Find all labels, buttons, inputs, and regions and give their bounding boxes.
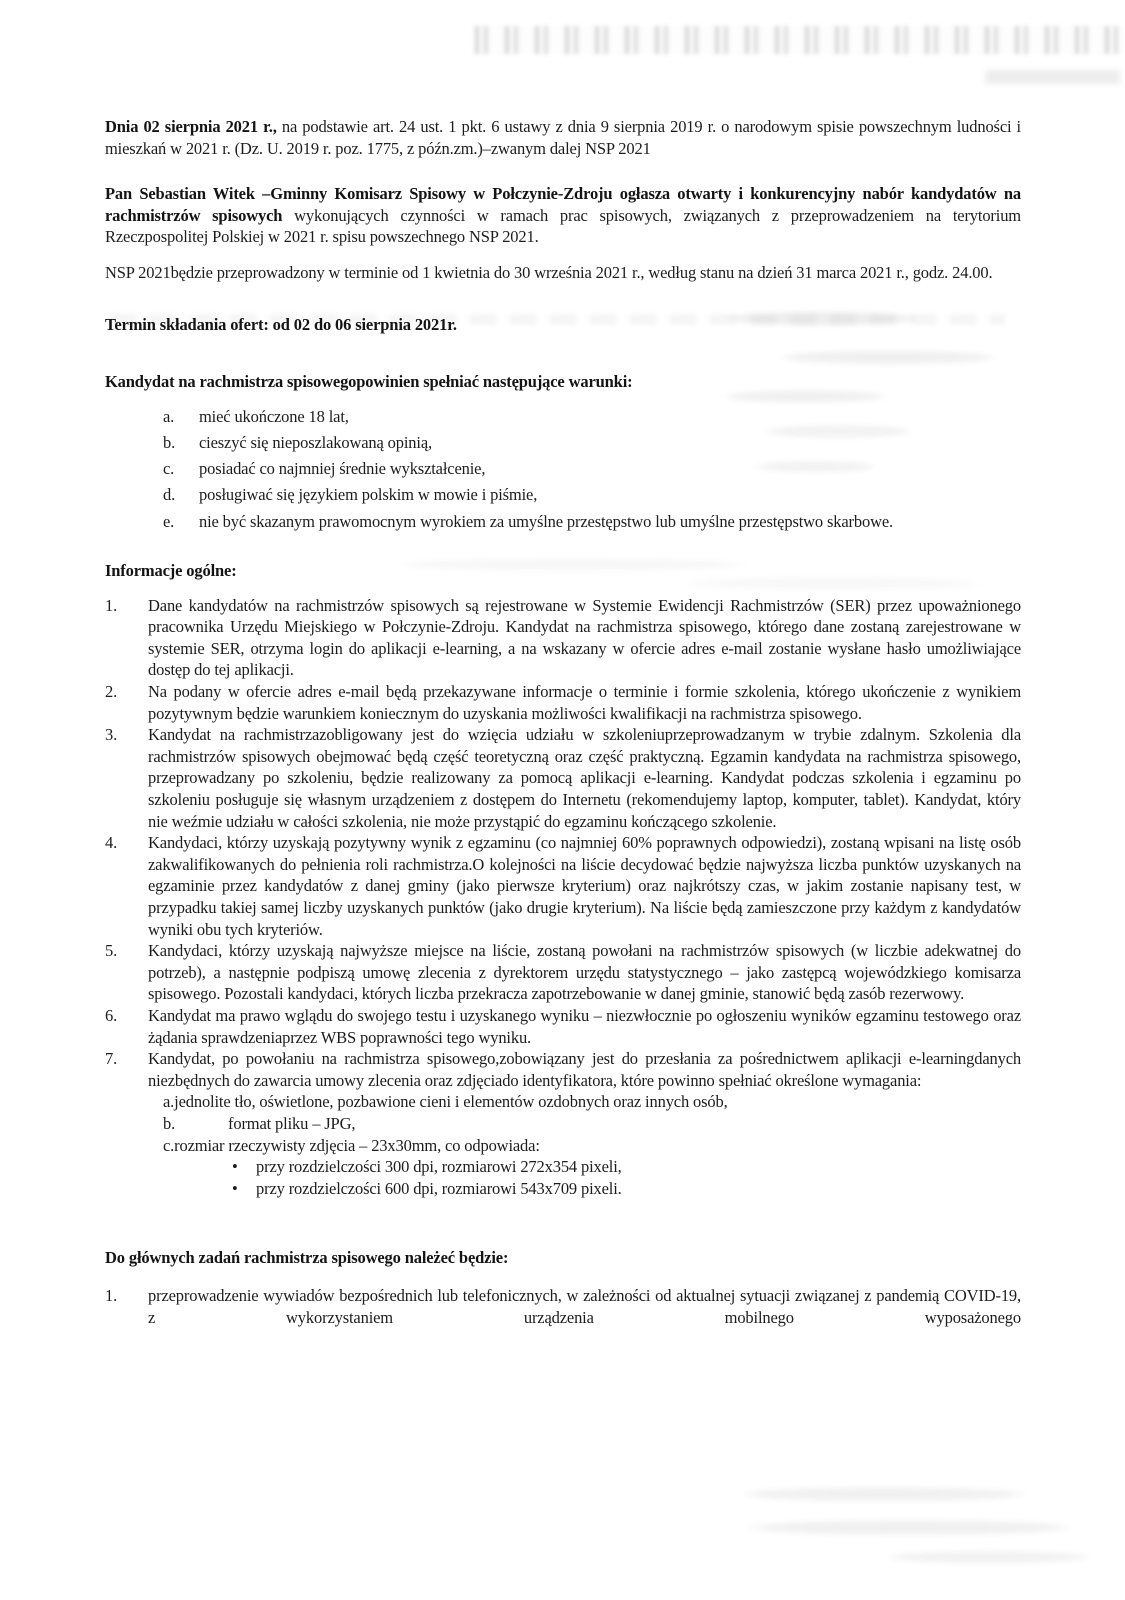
requirement-marker: d. bbox=[163, 485, 176, 505]
bullet-icon: • bbox=[232, 1157, 238, 1177]
general-info-item bbox=[105, 595, 1021, 681]
requirement-marker: e. bbox=[163, 511, 175, 531]
sub-item-text: format pliku – JPG, bbox=[228, 1113, 356, 1133]
requirement-text: posługiwać się językiem polskim w mowie i piśmie, bbox=[199, 485, 538, 505]
requirement-item bbox=[105, 484, 1021, 506]
announcement-lead-bold: Pan Sebastian Witek –Gminny Komisarz Spisowy w Połczynie-Zdroju ogłasza otwarty i konkurencyjny nabór kandydatów na rachmistrzów spisowych bbox=[105, 184, 1021, 225]
general-info-heading: Informacje ogólne: bbox=[105, 561, 237, 581]
deadline-heading: Termin składania ofert: od 02 do 06 sierpnia 2021r. bbox=[105, 314, 457, 334]
general-info-list bbox=[105, 595, 1021, 1092]
item-number: 7. bbox=[105, 1049, 118, 1069]
schedule-paragraph: NSP 2021będzie przeprowadzony w terminie od 1 kwietnia do 30 września 2021 r., według stanu na dzień 31 marca 2021 r., godz. 24.00. bbox=[105, 262, 993, 282]
intro-lead-bold: Dnia 02 sierpnia 2021 r., bbox=[105, 117, 277, 136]
item-text: przeprowadzenie wywiadów bezpośrednich lub telefonicznych, w zależności od aktualnej sytuacji związanej z pandemią COVID-19, z wykorzystaniem urządzenia mobilnego wyposażonego bbox=[148, 1285, 1021, 1327]
general-info-item bbox=[105, 832, 1021, 940]
item-text: Kandydaci, którzy uzyskają pozytywny wynik z egzaminu (co najmniej 60% poprawnych odpowiedzi), zostaną wpisani na listę osób zakwalifikowanych do pełnienia roli rachmistrza.O kolejności na liście decydować będzie najwyższa liczba punktów uzyskanych na egzaminie przez kandydatów z danej gminy (jako pierwsze kryterium) oraz najkrótszy czas, w jakim zostanie napisany test, w przypadku takiej samej liczby uzyskanych punktów (jako drugie kryterium). Na liście będą zamieszczone przy każdym z kandydatów wyniki obu tych kryteriów. bbox=[148, 833, 1021, 939]
item-number: 1. bbox=[105, 595, 118, 615]
item-text: Kandydat, po powołaniu na rachmistrza spisowego,zobowiązany jest do przesłania za pośrednictwem aplikacji e-learningdanych niezbędnych do zawarcia umowy zlecenia oraz zdjęciado identyfikatora, które powinno spełniać określone wymagania: bbox=[148, 1049, 1021, 1090]
item-text: Dane kandydatów na rachmistrzów spisowych są rejestrowane w Systemie Ewidencji Rachmistrzów (SER) przez upoważnionego pracownika Urzędu Miejskiego w Połczynie-Zdroju. Kandydat na rachmistrza spisowego, którego dane zostaną zarejestrowane w systemie SER, otrzyma login do aplikacji e-learning, a na wskazany w ofercie adres e-mail zostanie wysłane hasło umożliwiające dostęp do tej aplikacji. bbox=[148, 595, 1021, 680]
requirement-marker: a. bbox=[163, 406, 175, 426]
general-info-item bbox=[105, 1005, 1021, 1048]
scan-bleedthrough-top-right bbox=[985, 70, 1120, 84]
item-number: 5. bbox=[105, 941, 118, 961]
item-number: 3. bbox=[105, 725, 118, 745]
item-number: 6. bbox=[105, 1005, 118, 1025]
requirement-item bbox=[105, 511, 1021, 533]
requirement-item bbox=[105, 458, 1021, 480]
scan-bleedthrough-bottom bbox=[595, 1478, 1120, 1568]
requirement-marker: c. bbox=[163, 459, 175, 479]
photo-requirement-c: c.rozmiar rzeczywisty zdjęcia – 23x30mm, co odpowiada: bbox=[163, 1135, 540, 1155]
photo-requirement-b bbox=[163, 1113, 1021, 1135]
requirement-text: cieszyć się nieposzlakowaną opinią, bbox=[199, 432, 432, 452]
bullet-text: przy rozdzielczości 600 dpi, rozmiarowi 543x709 pixeli. bbox=[256, 1178, 622, 1198]
item-text: Na podany w ofercie adres e-mail będą przekazywane informacje o terminie i formie szkolenia, którego ukończenie z wynikiem pozytywnym będzie warunkiem koniecznym do uzyskania możliwości kwalifikacji na rachmistrza spisowego. bbox=[148, 682, 1021, 723]
requirement-item bbox=[105, 432, 1021, 454]
sub-item-marker: b. bbox=[163, 1113, 176, 1133]
general-info-item bbox=[105, 681, 1021, 724]
scan-bleedthrough-top bbox=[475, 26, 1125, 54]
announcement-paragraph bbox=[105, 183, 1021, 248]
announcement-lead-rest: wykonujących czynności w ramach prac spisowych, związanych z przeprowadzeniem na terytorium Rzeczpospolitej Polskiej w 2021 r. spisu powszechnego NSP 2021. bbox=[105, 205, 1021, 247]
item-number: 4. bbox=[105, 833, 118, 853]
general-info-item bbox=[105, 724, 1021, 832]
bullet-icon: • bbox=[232, 1178, 238, 1198]
requirement-item bbox=[105, 406, 1021, 428]
item-text: Kandydaci, którzy uzyskają najwyższe miejsce na liście, zostaną powołani na rachmistrzów spisowych (w liczbie adekwatnej do potrzeb), a następnie podpiszą umowę zlecenia z dyrektorem urzędu statystycznego – jako zastępcą wojewódzkiego komisarza spisowego. Pozostali kandydaci, których liczba przekracza zapotrzebowanie w danej gminie, stanowić będą zasób rezerwowy. bbox=[148, 941, 1021, 1004]
item-number: 2. bbox=[105, 682, 118, 702]
requirements-heading: Kandydat na rachmistrza spisowegopowinien spełniać następujące warunki: bbox=[105, 372, 633, 392]
resolution-bullet-list bbox=[232, 1156, 1021, 1199]
requirement-text: posiadać co najmniej średnie wykształcenie, bbox=[199, 459, 486, 479]
document-body bbox=[105, 116, 1021, 1328]
photo-requirements-block bbox=[163, 1091, 1021, 1199]
item-text: Kandydat na rachmistrzazobligowany jest do wzięcia udziału w szkoleniuprzeprowadzanym w trybie zdalnym. Szkolenia dla rachmistrzów spisowych obejmować będą część teoretyczną oraz część praktyczną. Egzamin kandydata na rachmistrza spisowego, przeprowadzany po szkoleniu, będzie realizowany za pomocą aplikacji e-learning. Kandydat podczas szkolenia i egzaminu po szkoleniu posługuje się własnym urządzeniem z dostępem do Internetu (rekomendujemy laptop, komputer, tablet). Kandydat, który nie weźmie udziału w całości szkolenia, nie może przystąpić do egzaminu kończącego szkolenie. bbox=[148, 725, 1021, 831]
intro-paragraph bbox=[105, 116, 1021, 159]
tasks-list bbox=[105, 1285, 1021, 1328]
requirements-list bbox=[105, 406, 1021, 532]
requirement-marker: b. bbox=[163, 432, 176, 452]
requirement-text: nie być skazanym prawomocnym wyrokiem za umyślne przestępstwo lub umyślne przestępstwo skarbowe. bbox=[199, 511, 894, 531]
tasks-heading: Do głównych zadań rachmistrza spisowego należeć będzie: bbox=[105, 1248, 509, 1268]
bullet-item bbox=[232, 1156, 1021, 1178]
photo-requirement-a: a.jednolite tło, oświetlone, pozbawione cieni i elementów ozdobnych oraz innych osób, bbox=[163, 1092, 728, 1112]
bullet-item bbox=[232, 1178, 1021, 1200]
item-number: 1. bbox=[105, 1285, 118, 1305]
item-text: Kandydat ma prawo wglądu do swojego testu i uzyskanego wyniku – niezwłocznie po ogłoszeniu wyników egzaminu testowego oraz żądania sprawdzeniaprzez WBS poprawności tego wyniku. bbox=[148, 1005, 1021, 1047]
general-info-item bbox=[105, 1048, 1021, 1091]
general-info-item bbox=[105, 940, 1021, 1005]
task-item bbox=[105, 1285, 1021, 1328]
requirement-text: mieć ukończone 18 lat, bbox=[199, 406, 349, 426]
intro-lead-rest: na podstawie art. 24 ust. 1 pkt. 6 ustawy z dnia 9 sierpnia 2019 r. o narodowym spisie powszechnym ludności i mieszkań w 2021 r. (Dz. U. 2019 r. poz. 1775, z późn.zm.)–zwanym dalej NSP 2021 bbox=[105, 117, 1021, 158]
bullet-text: przy rozdzielczości 300 dpi, rozmiarowi 272x354 pixeli, bbox=[256, 1157, 622, 1177]
